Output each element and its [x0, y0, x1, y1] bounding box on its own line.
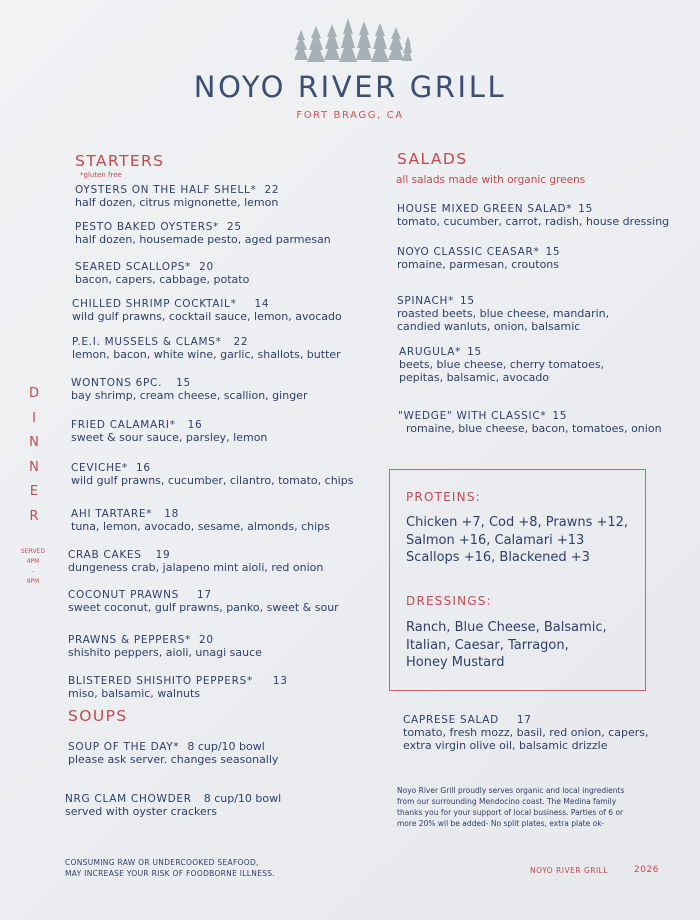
item-description: dungeness crab, jalapeno mint aioli, red onion	[68, 561, 324, 574]
dressings-list	[406, 619, 607, 672]
item-name: ARUGULA*	[399, 346, 462, 358]
item-name: SEARED SCALLOPS*	[75, 261, 192, 273]
dinner-letter: E	[29, 484, 39, 499]
footnote-line: thanks you for your support of local business. Parties of 6 or	[397, 808, 624, 817]
menu-item	[71, 508, 330, 533]
item-description: tomato, cucumber, carrot, radish, house dressing	[397, 215, 670, 228]
menu-item	[71, 377, 307, 402]
item-price: 17	[516, 714, 532, 726]
item-name: SOUP OF THE DAY*	[68, 741, 180, 753]
menu-item	[75, 261, 249, 286]
dressings-heading: DRESSINGS:	[406, 594, 492, 608]
footer-year: 2026	[634, 865, 659, 875]
item-price: 15	[545, 246, 561, 258]
item-name: SPINACH*	[397, 295, 455, 307]
item-description: bay shrimp, cream cheese, scallion, ginger	[71, 389, 308, 402]
item-description: bacon, capers, cabbage, potato	[75, 273, 250, 286]
item-price: 22	[233, 336, 249, 348]
dinner-letter: R	[29, 508, 39, 524]
item-description: tuna, lemon, avocado, sesame, almonds, chips	[71, 520, 330, 533]
item-price: 20	[198, 634, 214, 646]
proteins-line: Chicken +7, Cod +8, Prawns +12,	[406, 515, 629, 530]
menu-item	[75, 184, 279, 209]
menu-item	[398, 410, 662, 435]
proteins-line: Scallops +16, Blackened +3	[406, 550, 590, 565]
restaurant-title: NOYO RIVER GRILL	[193, 70, 507, 104]
starters-heading: STARTERS	[75, 152, 165, 170]
salad-addons-box	[389, 469, 646, 691]
item-description: wild gulf prawns, cucumber, cilantro, tomato, chips	[71, 474, 354, 487]
dressings-line: Italian, Caesar, Tarragon,	[406, 637, 569, 653]
item-description: shishito peppers, aioli, unagi sauce	[68, 646, 262, 659]
footnote-line: more 20% wil be added- No split plates, extra plate ok-	[397, 819, 605, 828]
item-name: BLISTERED SHISHITO PEPPERS*	[68, 675, 253, 687]
item-price: 15	[578, 203, 593, 215]
served-end: 9PM	[26, 578, 40, 585]
served-start: 4PM	[26, 558, 40, 565]
menu-item	[397, 203, 669, 228]
item-price: 22	[264, 184, 280, 196]
item-price: 20	[199, 261, 214, 273]
footer-restaurant-name: NOYO RIVER GRILL	[530, 866, 609, 875]
served-hours	[17, 547, 49, 587]
footnote-line: from our surrounding Mendocino coast. The Medina family	[397, 797, 617, 806]
item-name: NOYO CLASSIC CEASAR*	[397, 246, 540, 258]
item-description: please ask server. changes seasonally	[68, 753, 279, 766]
dinner-letter: I	[32, 410, 36, 426]
item-description: half dozen, housemade pesto, aged parmesan	[75, 233, 331, 246]
item-name: HOUSE MIXED GREEN SALAD*	[397, 203, 573, 215]
item-description: miso, balsamic, walnuts	[68, 687, 201, 700]
pine-trees-icon	[292, 14, 412, 64]
item-description: lemon, bacon, white wine, garlic, shallots, butter	[72, 348, 341, 361]
gluten-free-note: *gluten free	[80, 171, 122, 179]
served-dash: -	[31, 568, 35, 575]
item-name: CRAB CAKES	[68, 549, 142, 561]
item-description: half dozen, citrus mignonette, lemon	[75, 196, 279, 209]
item-name: OYSTERS ON THE HALF SHELL*	[75, 184, 257, 196]
menu-item	[403, 714, 668, 752]
menu-item	[65, 792, 281, 818]
item-description: romaine, blue cheese, bacon, tomatoes, onion	[406, 422, 662, 435]
vertical-dinner-label	[27, 382, 41, 529]
item-price: 13	[272, 675, 288, 687]
item-price: 18	[164, 508, 179, 520]
dinner-letter: D	[28, 386, 39, 401]
dinner-letter: N	[29, 459, 39, 475]
menu-item	[75, 221, 331, 246]
item-price: 8 cup/10 bowl	[203, 792, 282, 805]
salads-heading: SALADS	[397, 150, 468, 168]
proteins-list	[406, 514, 628, 567]
item-name: COCONUT PRAWNS	[68, 589, 179, 601]
dressings-line: Honey Mustard	[406, 655, 505, 670]
item-name: NRG CLAM CHOWDER	[65, 793, 192, 805]
warning-line: MAY INCREASE YOUR RISK OF FOODBORNE ILLNESS.	[65, 869, 276, 878]
item-description: roasted beets, blue cheese, mandarin, candied wanluts, onion, balsamic	[397, 307, 610, 333]
sourcing-footnote	[397, 785, 624, 829]
foodborne-warning	[65, 857, 275, 879]
item-description: wild gulf prawns, cocktail sauce, lemon, avocado	[72, 310, 342, 323]
menu-item	[71, 419, 267, 444]
item-description: beets, blue cheese, cherry tomatoes, pepitas, balsamic, avocado	[399, 358, 605, 384]
proteins-heading: PROTEINS:	[406, 490, 481, 504]
item-price: 15	[176, 377, 191, 389]
restaurant-location: FORT BRAGG, CA	[296, 110, 404, 121]
item-name: AHI TARTARE*	[71, 508, 153, 520]
item-price: 15	[460, 295, 475, 307]
item-description: sweet coconut, gulf prawns, panko, sweet & sour	[68, 601, 339, 614]
salads-note: all salads made with organic greens	[396, 174, 586, 186]
proteins-line: Salmon +16, Calamari +13	[406, 532, 585, 548]
dressings-line: Ranch, Blue Cheese, Balsamic,	[406, 620, 607, 635]
footnote-line: Noyo River Grill proudly serves organic and local ingredients	[397, 786, 625, 795]
item-description: served with oyster crackers	[65, 805, 218, 818]
menu-item	[397, 246, 560, 271]
menu-item	[68, 740, 278, 766]
item-price: 14	[254, 298, 270, 310]
menu-item	[397, 295, 632, 333]
menu-item	[72, 298, 342, 323]
item-name: PESTO BAKED OYSTERS*	[75, 221, 220, 233]
item-price: 8 cup/10 bowl	[187, 740, 265, 753]
menu-item	[68, 634, 262, 659]
menu-item	[68, 675, 288, 700]
menu-item	[68, 549, 323, 574]
item-price: 25	[227, 221, 242, 233]
soups-heading: SOUPS	[68, 707, 128, 725]
item-name: P.E.I. MUSSELS & CLAMS*	[72, 336, 222, 348]
item-name: CAPRESE SALAD	[403, 714, 499, 726]
warning-line: CONSUMING RAW OR UNDERCOOKED SEAFOOD,	[65, 858, 259, 867]
item-price: 16	[187, 419, 203, 431]
item-name: CHILLED SHRIMP COCKTAIL*	[72, 298, 237, 310]
menu-item	[72, 336, 341, 361]
menu-item	[71, 462, 353, 487]
dinner-letter: N	[29, 435, 39, 450]
served-label: SERVED	[21, 548, 45, 555]
item-price: 17	[197, 589, 212, 601]
item-name: PRAWNS & PEPPERS*	[68, 634, 191, 646]
item-name: CEVICHE*	[71, 462, 128, 474]
item-description: sweet & sour sauce, parsley, lemon	[71, 431, 268, 444]
item-price: 15	[552, 410, 568, 422]
item-price: 19	[155, 549, 171, 561]
item-price: 15	[467, 346, 482, 358]
item-name: "WEDGE" WITH CLASSIC*	[398, 410, 547, 422]
item-name: WONTONS 6PC.	[71, 377, 163, 389]
item-description: tomato, fresh mozz, basil, red onion, capers, extra virgin olive oil, balsamic drizzle	[403, 726, 649, 752]
item-name: FRIED CALAMARI*	[71, 419, 176, 431]
menu-item	[399, 346, 629, 384]
item-price: 16	[135, 462, 151, 474]
menu-item	[68, 589, 339, 614]
item-description: romaine, parmesan, croutons	[397, 258, 560, 271]
